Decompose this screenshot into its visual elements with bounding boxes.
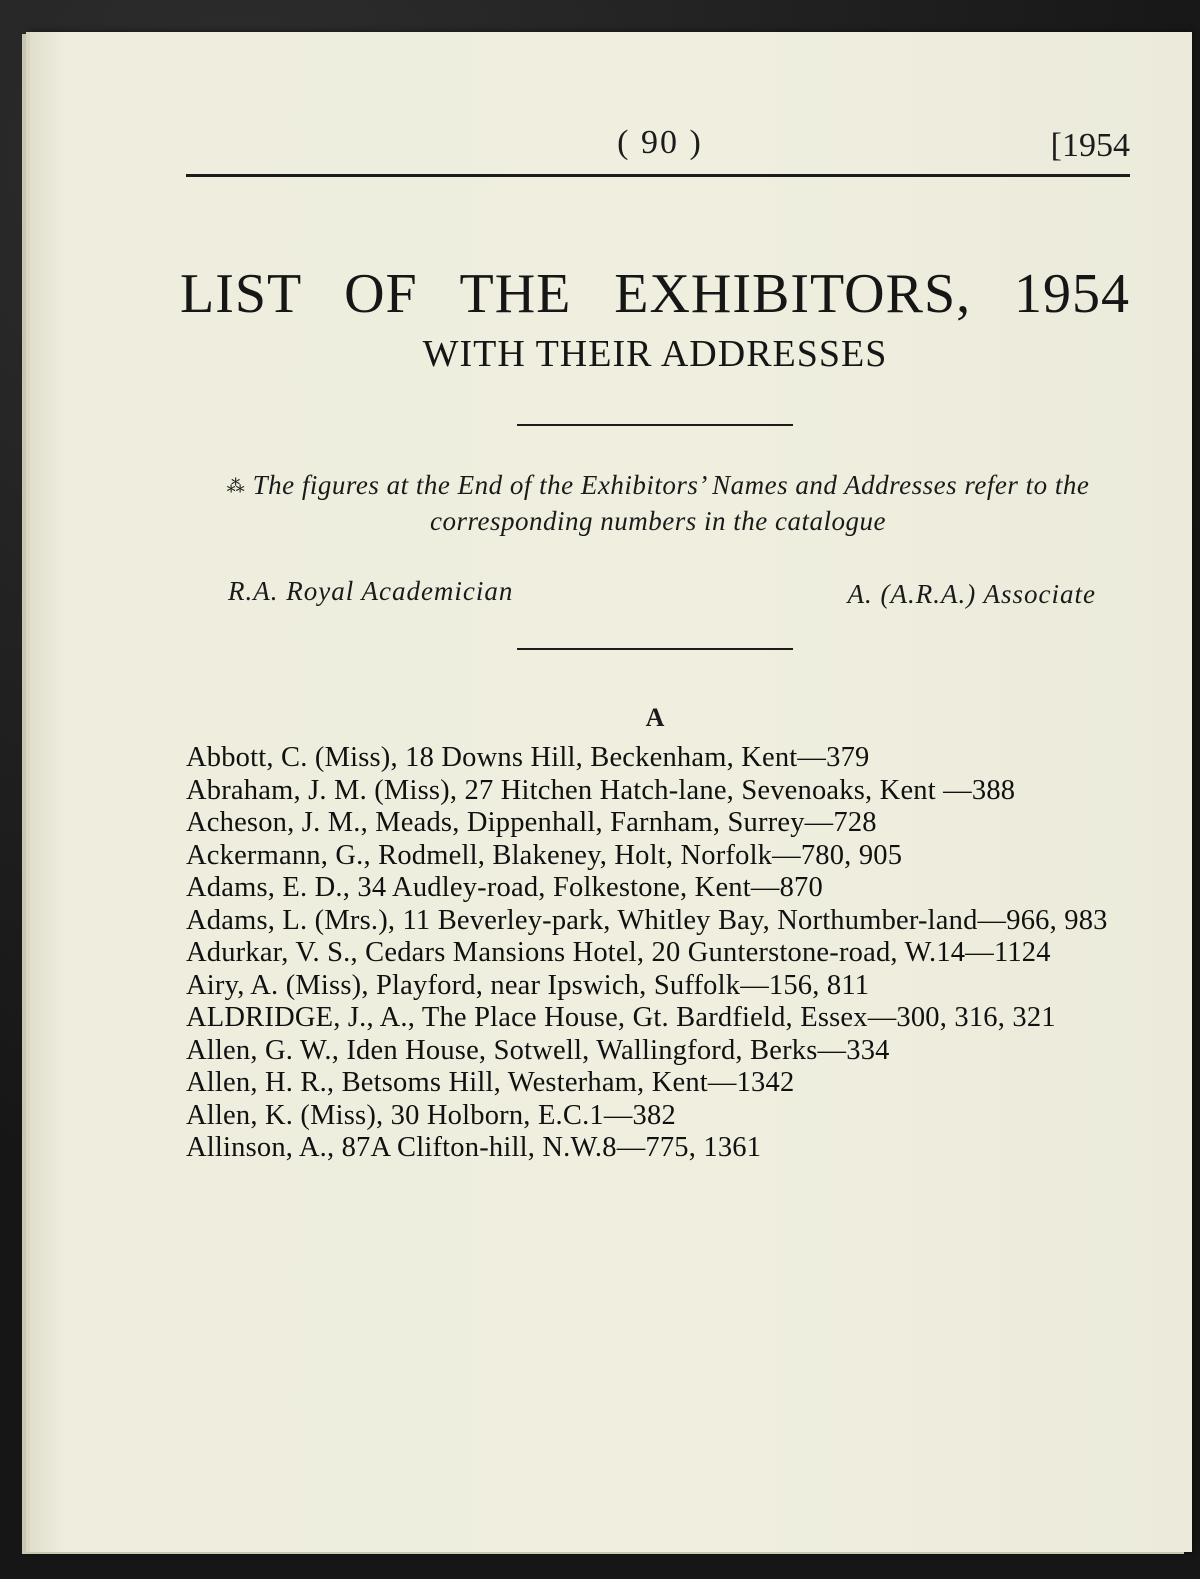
exhibitor-entry: Adurkar, V. S., Cedars Mansions Hotel, 20 Gunterstone-road, W.14—1124 [186,937,1051,968]
exhibitor-entry: Allen, G. W., Iden House, Sotwell, Wallingford, Berks—334 [186,1034,890,1066]
header-rule [186,174,1130,177]
page-title: LIST OF THE EXHIBITORS, 1954 [180,263,1130,325]
exhibitor-entry: Adams, E. D., 34 Audley-road, Folkestone, Kent—870 [186,872,823,903]
exhibitor-entry: Allen, K. (Miss), 30 Holborn, E.C.1—382 [186,1099,676,1131]
abbreviation-associate: A. (A.R.A.) Associate [847,579,1096,609]
exhibitor-entry: Allinson, A., 87A Clifton-hill, N.W.8—775, 1361 [186,1132,762,1163]
exhibitor-entry: Ackermann, G., Rodmell, Blakeney, Holt, Norfolk—780, 905 [186,839,903,871]
divider-rule-top [517,424,793,426]
exhibitor-entry: Acheson, J. M., Meads, Dippenhall, Farnham, Surrey—728 [186,807,877,838]
asterism-icon: ⁂ [226,476,245,496]
exhibitor-entry: Allen, H. R., Betsoms Hill, Westerham, Kent—1342 [186,1067,795,1098]
catalogue-note [186,468,1130,539]
exhibitor-entry: Abraham, J. M. (Miss), 27 Hitchen Hatch-lane, Sevenoaks, Kent —388 [186,774,1016,806]
section-letter: A [645,703,665,732]
running-year: [1954 [1050,127,1130,164]
page-subtitle: WITH THEIR ADDRESSES [422,333,888,375]
exhibitor-entry: ALDRIDGE, J., A., The Place House, Gt. Bardfield, Essex—300, 316, 321 [186,1002,1056,1033]
page-number: ( 90 ) [617,124,703,161]
divider-rule-bottom [517,648,793,650]
exhibitor-entry: Abbott, C. (Miss), 18 Downs Hill, Beckenham, Kent—379 [186,742,870,773]
exhibitor-entry: Adams, L. (Mrs.), 11 Beverley-park, Whitley Bay, Northumber-land—966, 983 [186,904,1108,936]
exhibitor-list [186,742,1130,1165]
catalogue-note-text: The figures at the End of the Exhibitors’ Names and Addresses refer to the corresponding numbers in the catalogue [252,470,1090,536]
exhibitor-entry: Airy, A. (Miss), Playford, near Ipswich, Suffolk—156, 811 [186,969,870,1001]
abbreviation-royal-academician: R.A. Royal Academician [228,576,514,606]
